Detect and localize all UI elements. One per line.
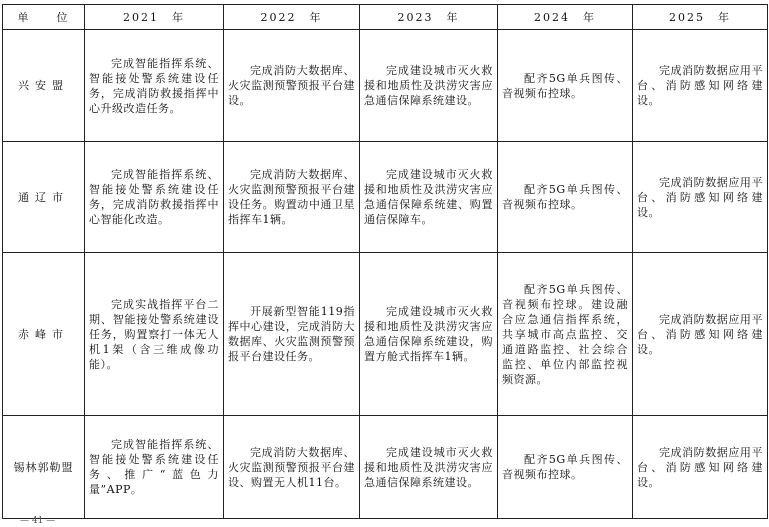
plan-cell: 完成建设城市灭火救援和地质性及洪涝灾害应急通信保障系统建设。	[360, 416, 498, 519]
table-row	[3, 416, 768, 519]
page-number: — 41 —	[20, 516, 56, 526]
plan-table	[2, 4, 768, 519]
table-row	[3, 253, 768, 416]
header-unit: 单 位	[3, 5, 85, 30]
plan-cell: 完成建设城市灭火救援和地质性及洪涝灾害应急通信保障系统建、购置通信保障车。	[360, 142, 498, 253]
header-2022: 2022 年	[224, 5, 360, 30]
plan-cell: 完成消防数据应用平台、消防感知网络建设。	[633, 142, 768, 253]
plan-cell: 完成消防数据应用平台、消防感知网络建设。	[633, 253, 768, 416]
table-row	[3, 142, 768, 253]
plan-cell: 配齐5G单兵图传、音视频布控球。建设融合应急通信指挥系统，共享城市高点监控、交通道路监控、社会综合监控、单位内部监控视频资源。	[498, 253, 633, 416]
header-row	[3, 5, 768, 30]
plan-cell: 完成消防大数据库、火灾监测预警预报平台建设、购置无人机11台。	[224, 416, 360, 519]
plan-cell: 配齐5G单兵图传、音视频布控球。	[498, 30, 633, 142]
plan-cell: 完成实战指挥平台二期、智能接处警系统建设任务，购置察打一体无人机1架（含三维成像功能）。	[85, 253, 224, 416]
plan-cell: 完成消防数据应用平台、消防感知网络建设。	[633, 416, 768, 519]
unit-name: 锡林郭勒盟	[3, 416, 85, 519]
plan-cell: 完成智能指挥系统、智能接处警系统建设任务，完成消防救援指挥中心智能化改造。	[85, 142, 224, 253]
plan-cell: 完成建设城市灭火救援和地质性及洪涝灾害应急通信保障系统建设。	[360, 30, 498, 142]
table-row	[3, 30, 768, 142]
plan-cell: 完成消防大数据库、火灾监测预警预报平台建设任务。购置动中通卫星指挥车1辆。	[224, 142, 360, 253]
plan-cell: 配齐5G单兵图传、音视频布控球。	[498, 142, 633, 253]
header-2024: 2024 年	[498, 5, 633, 30]
header-2023: 2023 年	[360, 5, 498, 30]
plan-cell: 完成消防大数据库、火灾监测预警预报平台建设。	[224, 30, 360, 142]
unit-name: 通辽市	[3, 142, 85, 253]
unit-name: 赤峰市	[3, 253, 85, 416]
plan-cell: 完成建设城市灭火救援和地质性及洪涝灾害应急通信保障系统建设，购置方舱式指挥车1辆。	[360, 253, 498, 416]
plan-cell: 完成智能指挥系统、智能接处警系统建设任务、推广“蓝色力量”APP。	[85, 416, 224, 519]
header-2021: 2021 年	[85, 5, 224, 30]
header-2025: 2025 年	[633, 5, 768, 30]
plan-cell: 配齐5G单兵图传、音视频布控球。	[498, 416, 633, 519]
plan-cell: 开展新型智能119指挥中心建设，完成消防大数据库、火灾监测预警预报平台建设任务。	[224, 253, 360, 416]
unit-name: 兴安盟	[3, 30, 85, 142]
plan-cell: 完成消防数据应用平台、消防感知网络建设。	[633, 30, 768, 142]
plan-cell: 完成智能指挥系统、智能接处警系统建设任务，完成消防救援指挥中心升级改造任务。	[85, 30, 224, 142]
